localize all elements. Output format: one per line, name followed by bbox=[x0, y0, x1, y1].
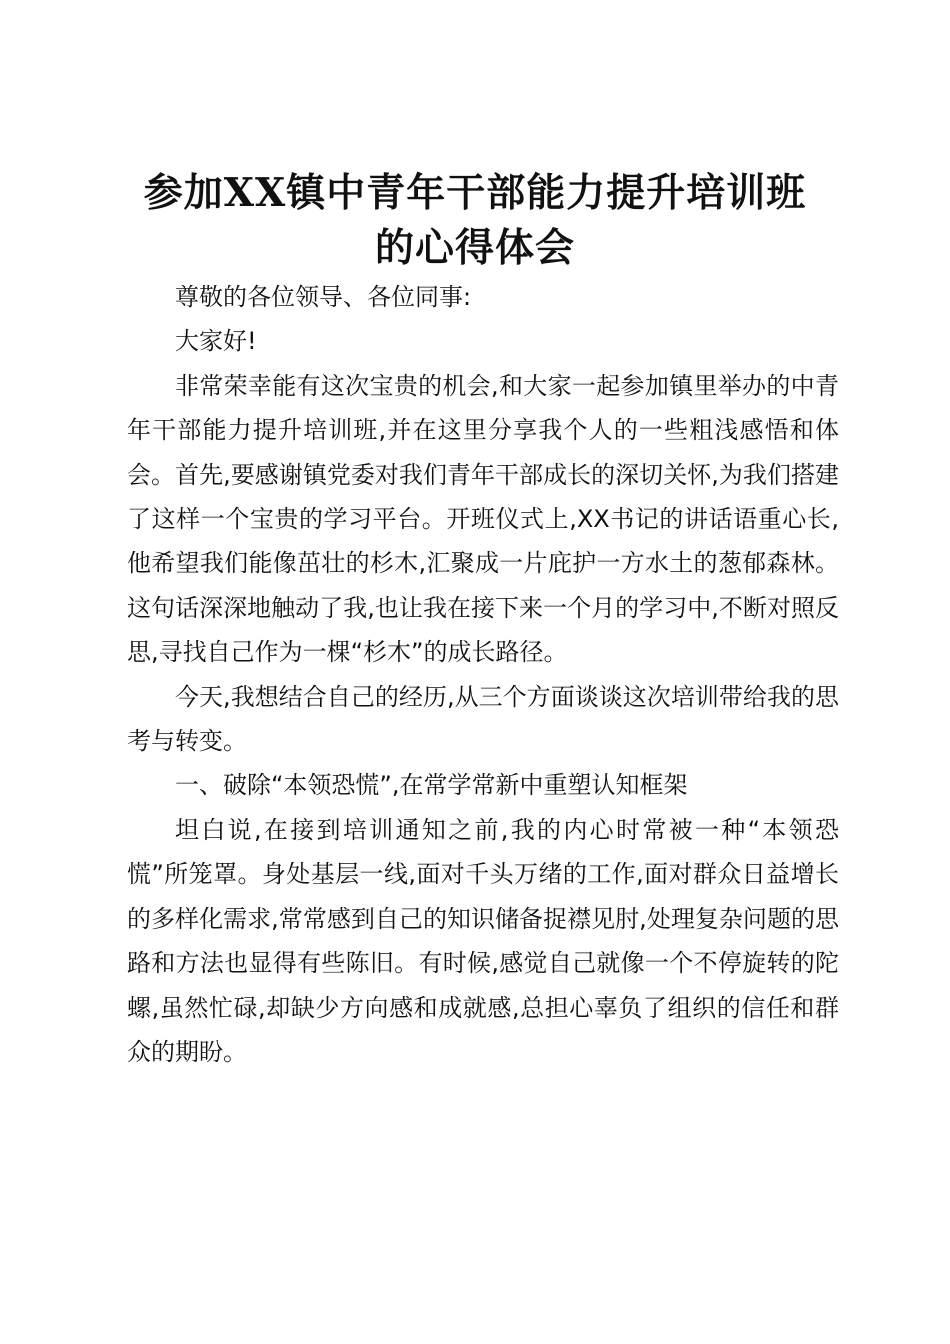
salutation: 尊敬的各位领导、各位同事: bbox=[175, 283, 472, 311]
paragraph: 坦白说,在接到培训通知之前,我的内心时常被一种“本领恐慌”所笼罩。身处基层一线,面对千头万绪的工作,面对群众日益增长的多样化需求,常常感到自己的知识储备捉襟见肘,处理复杂问题的思路和方法也显得有些陈旧。有时候,感觉自己就像一个不停旋转的陀螺,虽然忙碌,却缺少方向感和成就感,总担心辜负了组织的信任和群众的期盼。 bbox=[127, 815, 839, 1066]
title-line-1: 参加XX镇中青年干部能力提升培训班 bbox=[143, 170, 807, 216]
title-line-2: 的心得体会 bbox=[374, 225, 575, 271]
greeting: 大家好! bbox=[175, 327, 257, 356]
paragraph: 今天,我想结合自己的经历,从三个方面谈谈这次培训带给我的思考与转变。 bbox=[127, 682, 839, 756]
paragraph: 非常荣幸能有这次宝贵的机会,和大家一起参加镇里举办的中青年干部能力提升培训班,并在这里分享我个人的一些粗浅感悟和体会。首先,要感谢镇党委对我们青年干部成长的深切关怀,为我们搭建了这样一个宝贵的学习平台。开班仪式上,XX书记的讲话语重心长,他希望我们能像茁壮的杉木,汇聚成一片庇护一方水土的葱郁森林。这句话深深地触动了我,也让我在接下来一个月的学习中,不断对照反思,寻找自己作为一棵“杉木”的成长路径。 bbox=[127, 371, 839, 667]
section-heading: 一、破除“本领恐慌”,在常学常新中重塑认知框架 bbox=[175, 771, 688, 800]
document-body bbox=[127, 275, 839, 1074]
document-title bbox=[110, 166, 840, 276]
